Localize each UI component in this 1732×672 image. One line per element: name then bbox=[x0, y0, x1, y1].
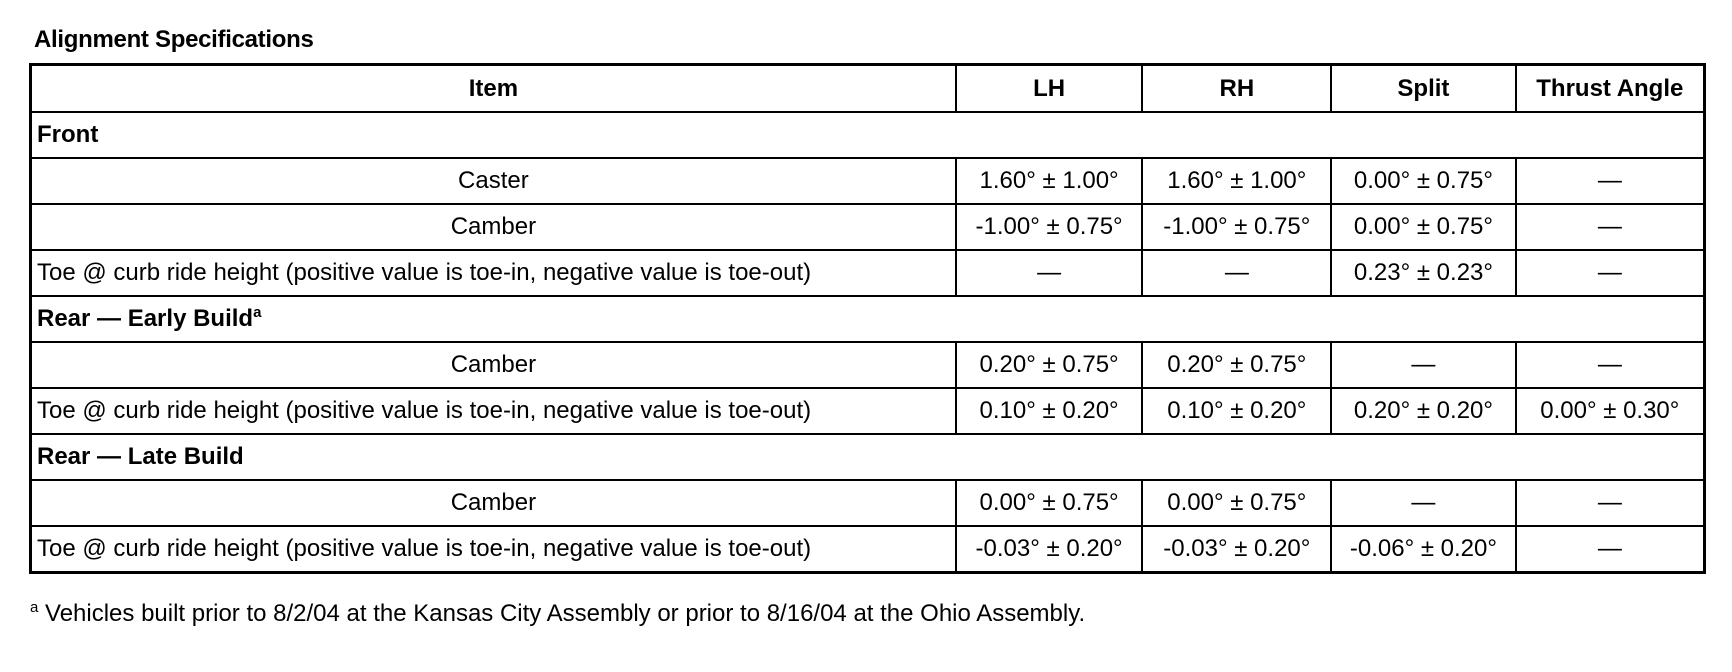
rh-cell: -0.03° ± 0.20° bbox=[1142, 526, 1331, 573]
lh-cell: -0.03° ± 0.20° bbox=[956, 526, 1143, 573]
item-cell: Caster bbox=[31, 158, 956, 204]
header-thrust-angle: Thrust Angle bbox=[1516, 65, 1705, 113]
footnote bbox=[30, 600, 1085, 628]
lh-cell: 0.00° ± 0.75° bbox=[956, 480, 1143, 526]
section-row-front bbox=[31, 112, 1705, 158]
table-row bbox=[31, 204, 1705, 250]
lh-cell: 0.20° ± 0.75° bbox=[956, 342, 1143, 388]
item-cell: Camber bbox=[31, 342, 956, 388]
table-row bbox=[31, 250, 1705, 296]
item-cell: Camber bbox=[31, 480, 956, 526]
footnote-marker: a bbox=[30, 599, 39, 616]
section-title: Rear — Late Build bbox=[31, 434, 1705, 480]
rh-cell: 0.00° ± 0.75° bbox=[1142, 480, 1331, 526]
thrust-cell: — bbox=[1516, 342, 1705, 388]
thrust-cell: — bbox=[1516, 480, 1705, 526]
footnote-text: Vehicles built prior to 8/2/04 at the Kansas City Assembly or prior to 8/16/04 at the Ohio Assembly. bbox=[45, 600, 1086, 627]
item-cell: Toe @ curb ride height (positive value is toe-in, negative value is toe-out) bbox=[31, 526, 956, 573]
rh-cell: 0.20° ± 0.75° bbox=[1142, 342, 1331, 388]
table-row bbox=[31, 388, 1705, 434]
split-cell: — bbox=[1331, 342, 1515, 388]
split-cell: 0.00° ± 0.75° bbox=[1331, 204, 1515, 250]
rh-cell: -1.00° ± 0.75° bbox=[1142, 204, 1331, 250]
split-cell: 0.20° ± 0.20° bbox=[1331, 388, 1515, 434]
split-cell: 0.00° ± 0.75° bbox=[1331, 158, 1515, 204]
thrust-cell: — bbox=[1516, 250, 1705, 296]
footnote-marker: a bbox=[253, 304, 262, 321]
item-cell: Toe @ curb ride height (positive value is toe-in, negative value is toe-out) bbox=[31, 388, 956, 434]
document-title: Alignment Specifications bbox=[34, 26, 314, 53]
section-row-rear-late bbox=[31, 434, 1705, 480]
header-row bbox=[31, 65, 1705, 113]
split-cell: 0.23° ± 0.23° bbox=[1331, 250, 1515, 296]
header-split: Split bbox=[1331, 65, 1515, 113]
thrust-cell: — bbox=[1516, 158, 1705, 204]
lh-cell: -1.00° ± 0.75° bbox=[956, 204, 1143, 250]
table-row bbox=[31, 158, 1705, 204]
thrust-cell: — bbox=[1516, 204, 1705, 250]
section-row-rear-early bbox=[31, 296, 1705, 342]
thrust-cell: 0.00° ± 0.30° bbox=[1516, 388, 1705, 434]
rh-cell: — bbox=[1142, 250, 1331, 296]
table-row bbox=[31, 526, 1705, 573]
header-lh: LH bbox=[956, 65, 1143, 113]
split-cell: — bbox=[1331, 480, 1515, 526]
lh-cell: 1.60° ± 1.00° bbox=[956, 158, 1143, 204]
section-title: Rear — Early Build$^a$ bbox=[31, 296, 1705, 342]
thrust-cell: — bbox=[1516, 526, 1705, 573]
rh-cell: 0.10° ± 0.20° bbox=[1142, 388, 1331, 434]
rh-cell: 1.60° ± 1.00° bbox=[1142, 158, 1331, 204]
split-cell: -0.06° ± 0.20° bbox=[1331, 526, 1515, 573]
header-rh: RH bbox=[1142, 65, 1331, 113]
item-cell: Camber bbox=[31, 204, 956, 250]
section-title: Front bbox=[31, 112, 1705, 158]
lh-cell: — bbox=[956, 250, 1143, 296]
table-row bbox=[31, 342, 1705, 388]
alignment-spec-table bbox=[29, 63, 1706, 574]
header-item: Item bbox=[31, 65, 956, 113]
lh-cell: 0.10° ± 0.20° bbox=[956, 388, 1143, 434]
table-row bbox=[31, 480, 1705, 526]
item-cell: Toe @ curb ride height (positive value is toe-in, negative value is toe-out) bbox=[31, 250, 956, 296]
